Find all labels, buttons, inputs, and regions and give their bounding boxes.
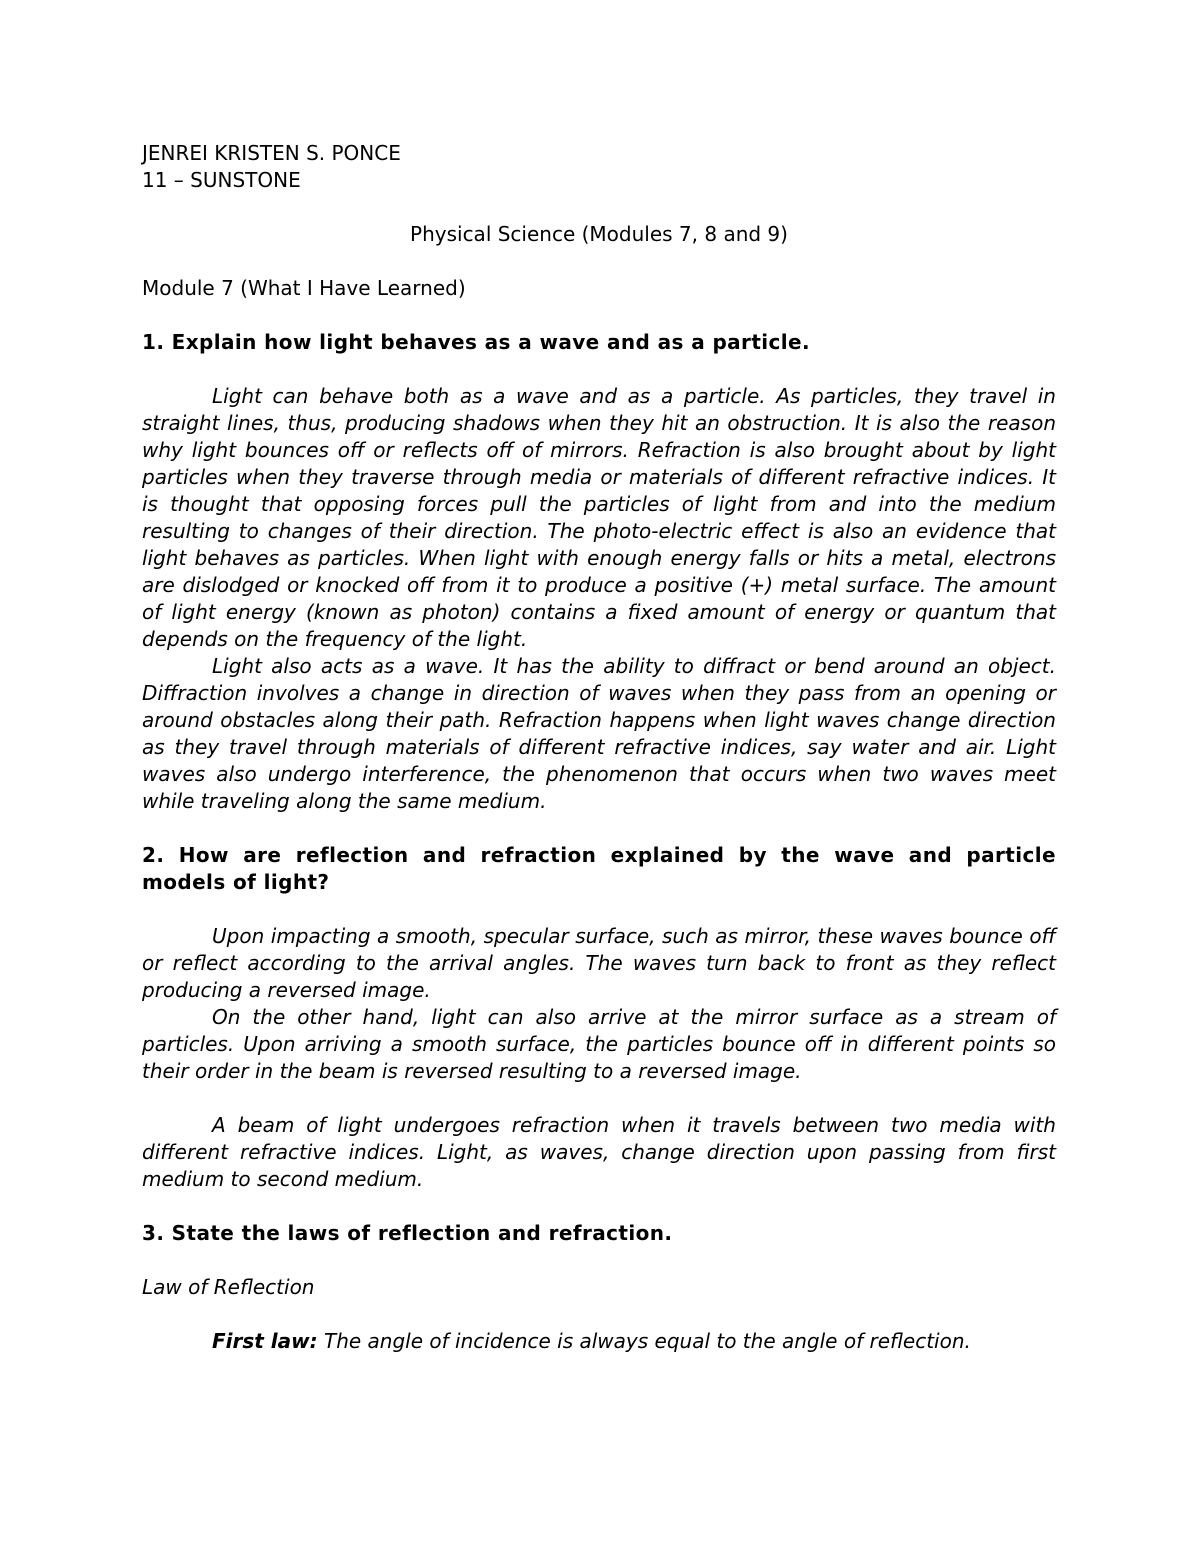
question-2: 2. How are reflection and refraction explained by the wave and particle models of light? — [142, 843, 1056, 894]
spacer — [142, 194, 1056, 221]
spacer — [142, 302, 1056, 329]
answer-2-paragraph-3: A beam of light undergoes refraction when it travels between two media with different refractive indices. Light, as waves, change direction upon passing from first medium to second medium. — [142, 1113, 1056, 1191]
spacer — [142, 1301, 1056, 1328]
spacer — [142, 815, 1056, 842]
answer-2-paragraph-2: On the other hand, light can also arrive at the mirror surface as a stream of particles. Upon arriving a smooth surface, the particles bounce off in different points so their order in the beam is reversed resulting to a reversed image. — [142, 1005, 1056, 1083]
spacer — [142, 356, 1056, 383]
question-1: 1. Explain how light behaves as a wave and as a particle. — [142, 330, 811, 354]
answer-1-paragraph-1: Light can behave both as a wave and as a particle. As particles, they travel in straight lines, thus, producing shadows when they hit an obstruction. It is also the reason why light bounces off or reflects off of mirrors. Refraction is also brought about by light particles when they traverse through media or materials of different refractive indices. It is thought that opposing forces pull the particles of light from and into the medium resulting to changes of their direction. The photo-electric effect is also an evidence that light behaves as particles. When light with enough energy falls or hits a metal, electrons are dislodged or knocked off from it to produce a positive (+) metal surface. The amount of light energy (known as photon) contains a fixed amount of energy or quantum that depends on the frequency of the light. — [142, 384, 1056, 651]
spacer — [142, 248, 1056, 275]
answer-1-paragraph-2: Light also acts as a wave. It has the ability to diffract or bend around an object. Diffraction involves a change in direction of waves when they pass from an opening or around obstacles along their path. Refraction happens when light waves change direction as they travel through materials of different refractive indices, say water and air. Light waves also undergo interference, the phenomenon that occurs when two waves meet while traveling along the same medium. — [142, 654, 1056, 813]
student-name: JENREI KRISTEN S. PONCE — [142, 141, 401, 165]
spacer — [142, 1085, 1056, 1112]
spacer — [142, 896, 1056, 923]
first-law-label: First law: — [212, 1329, 318, 1353]
law-of-reflection-heading: Law of Reflection — [142, 1275, 315, 1299]
first-law-text: The angle of incidence is always equal to the angle of reflection. — [317, 1329, 971, 1353]
document-title: Physical Science (Modules 7, 8 and 9) — [410, 222, 788, 246]
student-section: 11 – SUNSTONE — [142, 168, 301, 192]
document-body — [142, 140, 1056, 1355]
first-law — [142, 1328, 1056, 1355]
answer-2-paragraph-1: Upon impacting a smooth, specular surface, such as mirror, these waves bounce off or reflect according to the arrival angles. The waves turn back to front as they reflect producing a reversed image. — [142, 924, 1056, 1002]
question-3: 3. State the laws of reflection and refraction. — [142, 1221, 673, 1245]
spacer — [142, 1247, 1056, 1274]
module-heading: Module 7 (What I Have Learned) — [142, 276, 466, 300]
spacer — [142, 1193, 1056, 1220]
